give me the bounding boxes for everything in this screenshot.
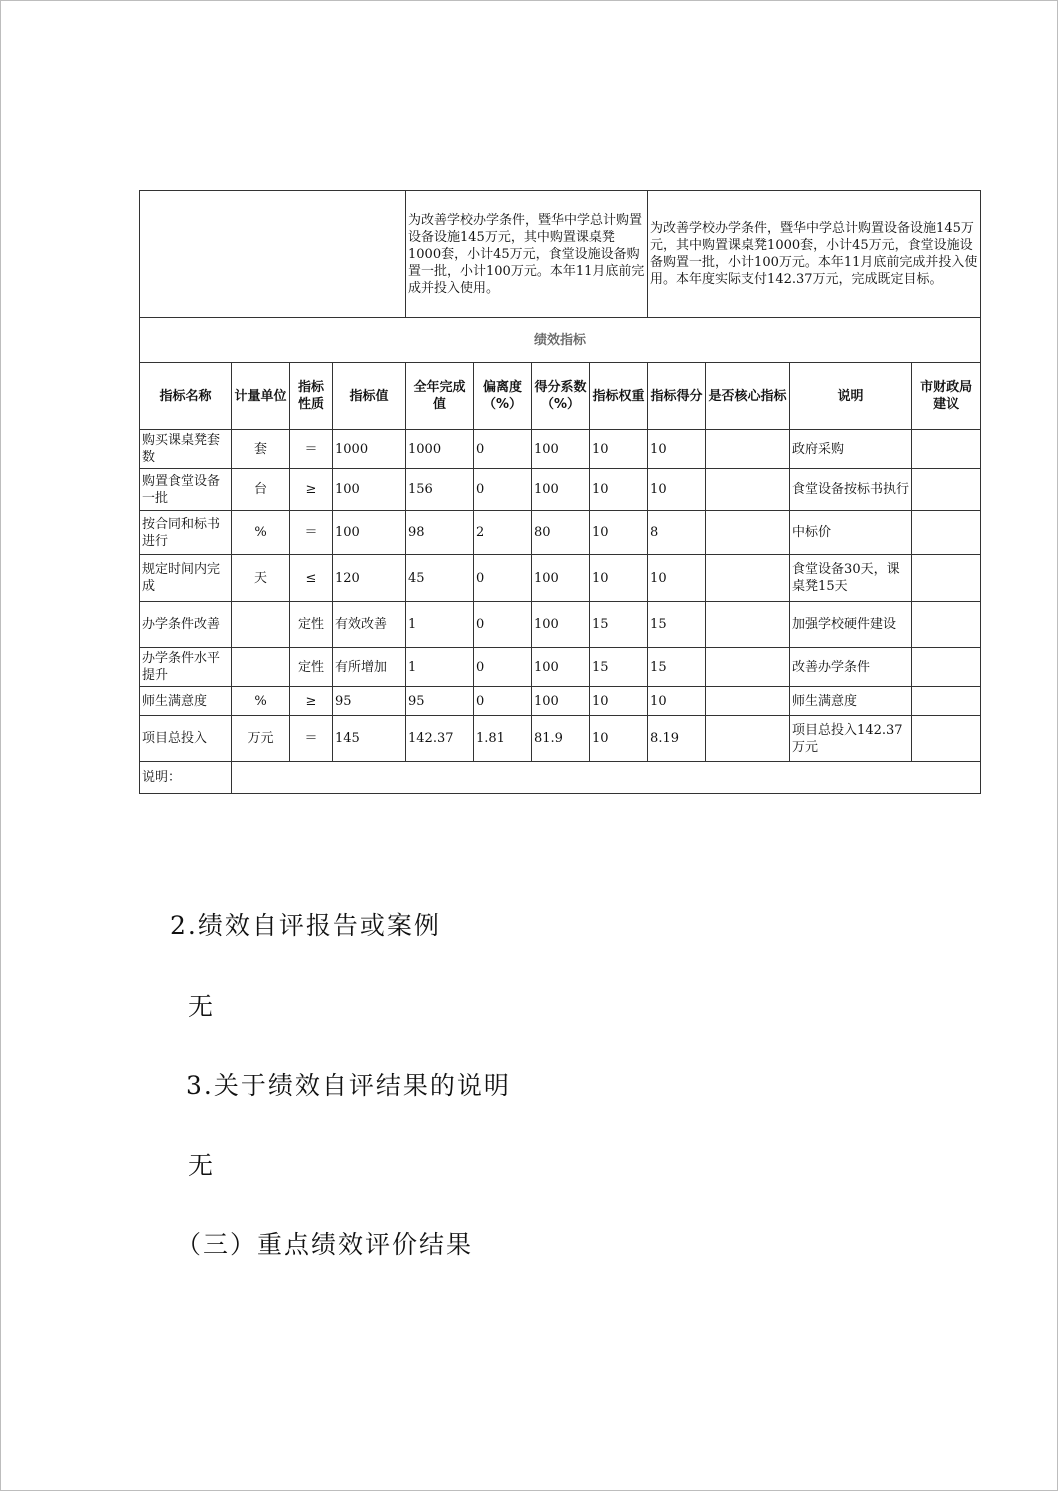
cell-actual: 95: [406, 687, 474, 716]
cell-target: 120: [333, 555, 406, 602]
cell-deviation: 0: [474, 602, 532, 648]
cell-target: 有所增加: [333, 648, 406, 687]
cell-core: [706, 687, 790, 716]
table-row: [140, 469, 981, 511]
cell-actual: 1: [406, 648, 474, 687]
cell-name: 购买课桌凳套数: [140, 430, 232, 469]
cell-coef: 100: [532, 602, 590, 648]
cell-name: 项目总投入: [140, 716, 232, 762]
section-title: 绩效指标: [140, 318, 981, 363]
header-cell: 说明: [790, 363, 912, 430]
none-text-2: 无: [188, 1151, 216, 1180]
cell-weight: 15: [590, 648, 648, 687]
cell-target: 145: [333, 716, 406, 762]
cell-score: 15: [648, 648, 706, 687]
cell-deviation: 0: [474, 555, 532, 602]
cell-score: 10: [648, 555, 706, 602]
table-row: [140, 716, 981, 762]
cell-coef: 100: [532, 430, 590, 469]
header-cell: 得分系数（%）: [532, 363, 590, 430]
cell-name: 规定时间内完成: [140, 555, 232, 602]
cell-weight: 15: [590, 602, 648, 648]
cell-note: 食堂设备按标书执行: [790, 469, 912, 511]
cell-core: [706, 602, 790, 648]
cell-deviation: 1.81: [474, 716, 532, 762]
header-cell: 指标值: [333, 363, 406, 430]
cell-core: [706, 511, 790, 555]
cell-deviation: 0: [474, 469, 532, 511]
cell-unit: 套: [232, 430, 290, 469]
cell-core: [706, 430, 790, 469]
cell-nature: ＝: [290, 511, 333, 555]
table-row: [140, 555, 981, 602]
blank-cell: [140, 191, 406, 318]
cell-nature: ＝: [290, 716, 333, 762]
cell-nature: ≥: [290, 469, 333, 511]
header-cell: 偏离度（%）: [474, 363, 532, 430]
cell-target: 1000: [333, 430, 406, 469]
cell-nature: 定性: [290, 602, 333, 648]
cell-note: 中标价: [790, 511, 912, 555]
cell-unit: 万元: [232, 716, 290, 762]
cell-actual: 98: [406, 511, 474, 555]
cell-actual: 1: [406, 602, 474, 648]
cell-note: 项目总投入142.37万元: [790, 716, 912, 762]
cell-target: 有效改善: [333, 602, 406, 648]
cell-core: [706, 555, 790, 602]
cell-nature: ≥: [290, 687, 333, 716]
cell-score: 8: [648, 511, 706, 555]
cell-weight: 10: [590, 430, 648, 469]
cell-coef: 80: [532, 511, 590, 555]
cell-name: 办学条件改善: [140, 602, 232, 648]
cell-actual: 1000: [406, 430, 474, 469]
cell-weight: 10: [590, 555, 648, 602]
header-cell: 全年完成值: [406, 363, 474, 430]
cell-unit: [232, 602, 290, 648]
cell-score: 15: [648, 602, 706, 648]
heading-2: 2.绩效自评报告或案例: [170, 911, 441, 940]
cell-unit: [232, 648, 290, 687]
header-cell: 指标得分: [648, 363, 706, 430]
cell-unit: %: [232, 687, 290, 716]
cell-advice: [912, 648, 981, 687]
table-row: [140, 687, 981, 716]
cell-note: 政府采购: [790, 430, 912, 469]
header-cell: 指标权重: [590, 363, 648, 430]
cell-name: 购置食堂设备一批: [140, 469, 232, 511]
cell-core: [706, 716, 790, 762]
heading-3: 3.关于绩效自评结果的说明: [186, 1071, 511, 1100]
header-cell: 计量单位: [232, 363, 290, 430]
cell-note: 改善办学条件: [790, 648, 912, 687]
cell-unit: 天: [232, 555, 290, 602]
cell-coef: 100: [532, 555, 590, 602]
cell-score: 10: [648, 687, 706, 716]
footer-row: [140, 762, 981, 794]
cell-deviation: 0: [474, 648, 532, 687]
cell-note: 食堂设备30天，课桌凳15天: [790, 555, 912, 602]
cell-unit: %: [232, 511, 290, 555]
cell-deviation: 2: [474, 511, 532, 555]
cell-nature: ≤: [290, 555, 333, 602]
cell-note: 加强学校硬件建设: [790, 602, 912, 648]
header-cell: 是否核心指标: [706, 363, 790, 430]
annual-goal-cell: 为改善学校办学条件，暨华中学总计购置设备设施145万元，其中购置课桌凳1000套，小计45万元，食堂设施设备购置一批，小计100万元。本年11月底前完成并投入使用。: [406, 191, 648, 318]
cell-weight: 10: [590, 687, 648, 716]
cell-nature: ＝: [290, 430, 333, 469]
footer-label: 说明：: [140, 762, 232, 794]
table-row: [140, 511, 981, 555]
cell-score: 8.19: [648, 716, 706, 762]
cell-weight: 10: [590, 511, 648, 555]
cell-target: 95: [333, 687, 406, 716]
cell-advice: [912, 716, 981, 762]
cell-advice: [912, 469, 981, 511]
cell-name: 办学条件水平提升: [140, 648, 232, 687]
cell-actual: 45: [406, 555, 474, 602]
cell-advice: [912, 511, 981, 555]
table-row: [140, 430, 981, 469]
cell-name: 师生满意度: [140, 687, 232, 716]
cell-core: [706, 648, 790, 687]
cell-advice: [912, 430, 981, 469]
cell-target: 100: [333, 469, 406, 511]
cell-target: 100: [333, 511, 406, 555]
cell-core: [706, 469, 790, 511]
cell-deviation: 0: [474, 687, 532, 716]
cell-unit: 台: [232, 469, 290, 511]
cell-advice: [912, 687, 981, 716]
header-cell: 指标性质: [290, 363, 333, 430]
cell-coef: 100: [532, 687, 590, 716]
cell-score: 10: [648, 469, 706, 511]
footer-content: [232, 762, 981, 794]
cell-weight: 10: [590, 716, 648, 762]
cell-note: 师生满意度: [790, 687, 912, 716]
cell-score: 10: [648, 430, 706, 469]
cell-coef: 100: [532, 648, 590, 687]
cell-actual: 142.37: [406, 716, 474, 762]
cell-coef: 81.9: [532, 716, 590, 762]
heading-key-results: （三）重点绩效评价结果: [176, 1230, 474, 1259]
section-title-row: [140, 318, 981, 363]
header-row: [140, 363, 981, 430]
cell-actual: 156: [406, 469, 474, 511]
cell-name: 按合同和标书进行: [140, 511, 232, 555]
table-row: [140, 648, 981, 687]
table-body: [140, 430, 981, 762]
header-cell: 市财政局建议: [912, 363, 981, 430]
table-row: [140, 602, 981, 648]
target-row: [140, 191, 981, 318]
cell-advice: [912, 555, 981, 602]
cell-nature: 定性: [290, 648, 333, 687]
none-text-1: 无: [188, 992, 216, 1021]
performance-table: [139, 190, 981, 794]
cell-weight: 10: [590, 469, 648, 511]
actual-completion-cell: 为改善学校办学条件，暨华中学总计购置设备设施145万元，其中购置课桌凳1000套，小计45万元，食堂设施设备购置一批，小计100万元。本年11月底前完成并投入使用。本年度实际支付142.37万元，完成既定目标。: [648, 191, 981, 318]
cell-coef: 100: [532, 469, 590, 511]
header-cell: 指标名称: [140, 363, 232, 430]
cell-deviation: 0: [474, 430, 532, 469]
cell-advice: [912, 602, 981, 648]
